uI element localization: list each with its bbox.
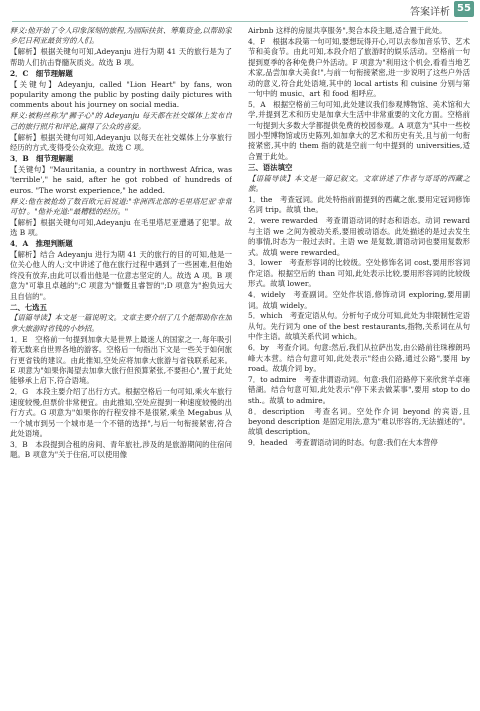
paragraph: 释义:被粉丝称为"狮子心"的 Adeyanju 每天都在社交媒体上发布自己的旅行照片和评论,赢得了公众的喜爱。 [10,111,232,131]
paragraph: Airbnb 这样的房屋共享服务",契合本段主题,适合置于此处。 [248,26,447,35]
paragraph: 2．were rewarded 考查谓语动词的时态和语态。动词 reward 与主语 we 之间为被动关系,要用被动语态。此处描述的是过去发生的事情,时态为一般过去时。主语 we 是复数,谓语动词也要用复数形式。故填 were rewarded。 [248,216,470,257]
paragraph: 2．G 本段主要介绍了出行方式。根据空格后一句可知,乘火车旅行速度较慢,但票价非常便宜。由此推知,空处应提到一种速度较慢的出行方式。G 项意为"如果你的行程安排不是很紧,乘坐 Megabus 从一个城市到另一个城市是一个不错的选择",与后一句衔接紧密,符合此处语境。 [10,387,232,438]
section-label: 答案详析 [410,7,450,18]
paragraph: 9．headed 考查谓语动词的时态。句意:我们在大本营停 [248,438,438,448]
paragraph: 【语篇导读】本文是一篇说明文。文章主要介绍了几个能帮助你在加拿大旅游时省钱的小妙招。 [10,313,232,333]
header-rule [12,21,468,22]
page-number: 55 [454,1,474,17]
paragraph: 【解析】根据关键句可知,Adeyanju 进行为期 41 天的旅行是为了帮助人们抗击脊髓灰质炎。故选 B 项。 [10,47,232,67]
paragraph: 【解析】根据关键句可知,Adeyanju 在毛里塔尼亚遭遇了犯罪。故选 B 项。 [10,217,232,238]
paragraph: 释义:他开始了令人印象深刻的旅程,为园际扶贫、筹集资金,以帮助家乡尼日利亚最贫穷的人们。 [10,26,232,46]
paragraph: 【解析】根据关键句可知,Adeyanju 以每天在社交媒体上分享旅行经历的方式,变得受公众欢迎。故选 C 项。 [10,132,232,152]
paragraph: 5．which 考查定语从句。分析句子成分可知,此处为非限制性定语从句。先行词为 one of the best restaurants,指物,关系词在从句中作主语。故填关系代词 which。 [248,311,470,342]
section-heading: 三、语法填空 [248,162,293,172]
paragraph: 1．E 空格前一句提到加拿大是世界上最迷人的国家之一,每年吸引着无数来自世界各地的游客。空格后一句指出下文是一些关于如何旅行更省钱的建议。由此推知,空处应将加拿大旅游与省钱联系起来。E 项意为"如果你渴望去加拿大旅行但预算紧张,不要担心",置于此处能够承上启下,符合语境。 [10,334,232,386]
paragraph: 5．A 根据空格前三句可知,此处建议我们参观博物馆、美术馆和大学,并提到艺术和历史是加拿大生活中非常重要的文化方面。空格前一句提到大多数大学都提供免费的校园参观。A 项意为"其中一些校园小型博物馆或历史陈列,如加拿大的艺术和历史有关,且与前一句衔接紧密,其中的 them 指的就是空前一句中提到的 universities,适合置于此处。 [248,99,470,161]
paragraph: 1．the 考查冠词。此处特指前面提到的西藏之旅,要用定冠词修饰名词 trip。故填 the。 [248,195,470,215]
paragraph: 【关键句】Adeyanju, called "Lion Heart" by fans, won popularity among the public by posting daily pictures with comments about his journey on social media. [10,79,232,110]
paragraph: 3．lower 考查形容词的比较级。空处修饰名词 cost,要用形容词作定语。根据空后的 than 可知,此处表示比较,要用形容词的比较级形式。故填 lower。 [248,258,470,289]
section-heading: 二、七选五 [10,302,47,312]
answer-heading: 2．C 细节理解题 [10,68,73,78]
left-column [10,26,232,706]
right-column [248,26,470,706]
paragraph: 【关键句】"Mauritania, a country in northwest Africa, was 'terrible'," he said, after he got robbed of hundreds of euros. "The worst experience," he added. [10,164,232,195]
paragraph: 8．description 考查名词。空处作介词 beyond 的宾语,且 beyond description 是固定用法,意为"难以形容的,无法描述的"。故填 description。 [248,406,470,437]
paragraph: 【解析】结合 Adeyanju 进行为期 41 天的旅行的目的可知,他是一位关心他人的人;文中讲述了他在旅行过程中遇到了一些困难,但他始终没有放弃,由此可以看出他是一位意志坚定的人。故选 A 项。B 项意为"可靠且卓越的";C 项意为"慷慨且睿智的";D 项意为"抱负远大且自信的"。 [10,250,232,301]
paragraph: 7．to admire 考查非谓语动词。句意:我们沿路停下来欣赏羊卓雍错湖。结合句意可知,此处表示"停下来去做某事",要用 stop to do sth.。故填 to admire。 [248,374,470,405]
paragraph: 【语篇导读】本文是一篇记叙文。文章讲述了作者与哥哥的西藏之旅。 [248,173,470,194]
paragraph: 释义:他在被抢劫了数百欧元后说道:"非洲西北部的毛里塔尼亚'非常可怕'。"他补充道:"最糟糕的经历。" [10,196,232,216]
page-header [0,0,480,22]
paragraph: 6．by 考查介词。句意:然后,我们从拉萨出发,由公路前往珠穆朗玛峰大本营。结合句意可知,此处表示"经由公路,通过公路",要用 by road。故填介词 by。 [248,343,470,373]
answer-heading: 4．A 推理判断题 [10,239,73,249]
paragraph: 3．B 本段提到合租的房间、青年旅社,涉及的是旅游期间的住宿问题。B 项意为"关于住宿,可以使用像 [10,439,232,460]
paragraph: 4．widely 考查副词。空处作状语,修饰动词 exploring,要用副词。故填 widely。 [248,290,470,310]
paragraph: 4．F 根据本段第一句可知,要想玩得开心,可以去参加音乐节、艺术节和美食节。由此可知,本段介绍了旅游时的娱乐活动。空格前一句提到夏季的各种免费户外活动。F 项意为"利用这个机会,看看当地艺术家,品尝加拿大美食!",与前一句衔接紧密,进一步说明了这些户外活动的意义,符合此处语境,其中的 local artists 和 cuisine 分别与第一句中的 music、art 和 food 相呼应。 [248,36,470,98]
answer-heading: 3．B 细节理解题 [10,153,74,163]
